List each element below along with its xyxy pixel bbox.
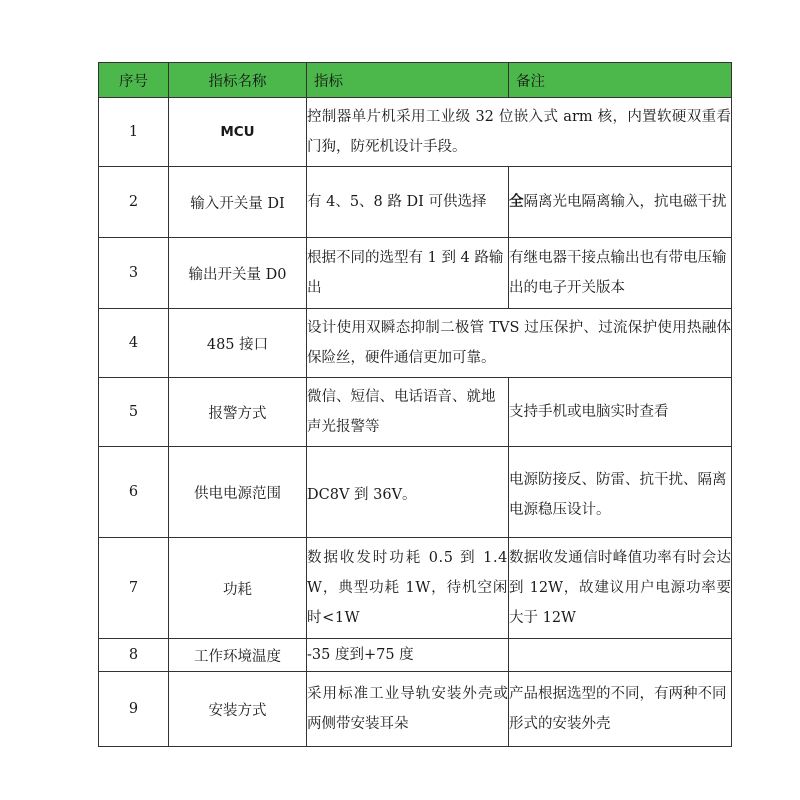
- table-row: [99, 309, 732, 378]
- row-no: 7: [99, 538, 169, 639]
- row-spec: 根据不同的选型有 1 到 4 路输出: [307, 238, 509, 309]
- row-note: 产品根据选型的不同，有两种不同形式的安装外壳: [509, 672, 732, 747]
- table-row: [99, 538, 732, 639]
- row-spec: 采用标准工业导轨安装外壳或两侧带安装耳朵: [307, 672, 509, 747]
- row-no: 4: [99, 309, 169, 378]
- row-name: 485 接口: [169, 309, 307, 378]
- row-note: 电源防接反、防雷、抗干扰、隔离电源稳压设计。: [509, 447, 732, 538]
- spec-table: [98, 62, 732, 747]
- row-name: 工作环境温度: [169, 639, 307, 672]
- row-no: 3: [99, 238, 169, 309]
- table-row: [99, 378, 732, 447]
- row-note-lead: 全: [509, 193, 524, 210]
- row-name: 安装方式: [169, 672, 307, 747]
- row-no: 2: [99, 167, 169, 238]
- row-no: 8: [99, 639, 169, 672]
- row-name: MCU: [169, 98, 307, 167]
- row-no: 5: [99, 378, 169, 447]
- table-header-row: [99, 63, 732, 98]
- row-name: 报警方式: [169, 378, 307, 447]
- row-name: 输入开关量 DI: [169, 167, 307, 238]
- table-row: [99, 238, 732, 309]
- header-spec: 指标: [307, 63, 509, 98]
- table-row: [99, 447, 732, 538]
- row-no: 6: [99, 447, 169, 538]
- table-row: [99, 672, 732, 747]
- row-spec: -35 度到+75 度: [307, 639, 509, 672]
- row-spec: 设计使用双瞬态抑制二极管 TVS 过压保护、过流保护使用热融体保险丝，硬件通信更加可靠。: [307, 309, 732, 378]
- row-spec: 控制器单片机采用工业级 32 位嵌入式 arm 核，内置软硬双重看门狗，防死机设计手段。: [307, 98, 732, 167]
- table-row: [99, 167, 732, 238]
- row-note: [509, 167, 732, 238]
- row-spec: 数据收发时功耗 0.5 到 1.4W，典型功耗 1W，待机空闲时<1W: [307, 538, 509, 639]
- table-row: [99, 98, 732, 167]
- row-no: 9: [99, 672, 169, 747]
- row-spec: DC8V 到 36V。: [307, 447, 509, 538]
- header-name: 指标名称: [169, 63, 307, 98]
- row-name: 输出开关量 D0: [169, 238, 307, 309]
- row-note: 支持手机或电脑实时查看: [509, 378, 732, 447]
- row-name: 功耗: [169, 538, 307, 639]
- row-note: 数据收发通信时峰值功率有时会达到 12W，故建议用户电源功率要大于 12W: [509, 538, 732, 639]
- row-no: 1: [99, 98, 169, 167]
- table-row: [99, 639, 732, 672]
- row-note-text: 隔离光电隔离输入，抗电磁干扰: [523, 194, 727, 210]
- header-note: 备注: [509, 63, 732, 98]
- row-spec: 微信、短信、电话语音、就地声光报警等: [307, 378, 509, 447]
- row-name: 供电电源范围: [169, 447, 307, 538]
- row-spec: 有 4、5、8 路 DI 可供选择: [307, 167, 509, 238]
- row-note: [509, 639, 732, 672]
- header-no: 序号: [99, 63, 169, 98]
- row-note: 有继电器干接点输出也有带电压输出的电子开关版本: [509, 238, 732, 309]
